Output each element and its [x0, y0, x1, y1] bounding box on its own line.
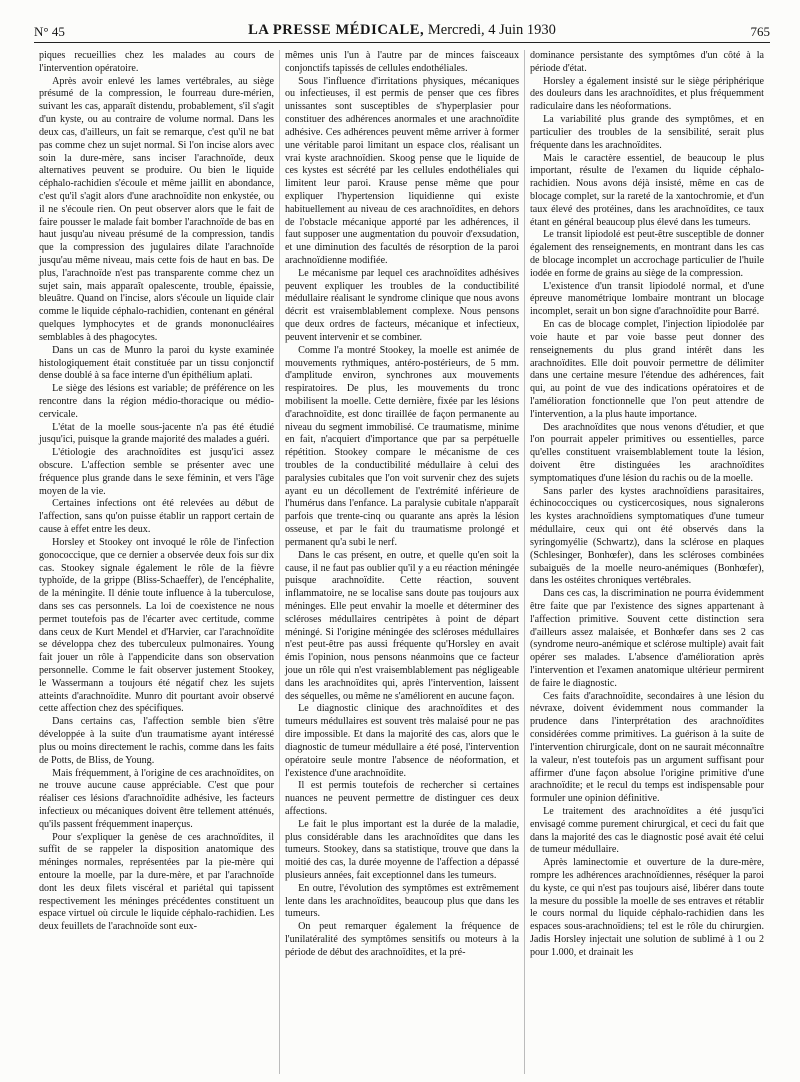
- paragraph: Après laminectomie et ouverture de la dure-mère, rompre les adhérences arachnoïdiennes, réséquer la paroi du kyste, ce qui n'est pas toujours aisé, libérer dans toute la mesure du possible la moelle de ses entraves et rétablir le cours normal du liquide céphalo-rachidien dans les espaces sous-arachnoïdiens; tel est le rôle du chirurgien. Jadis Horsley injectait une solution de sublimé à 1 ou 2 pour 1.000, et drainait les: [530, 857, 764, 958]
- article-body: [34, 50, 770, 1074]
- paragraph: Le diagnostic clinique des arachnoïdites et des tumeurs médullaires est souvent très malaisé pour ne pas dire impossible. Et dans la majorité des cas, alors que le diagnostic de tumeur médullaire a été posé, l'intervention opératoire seule montre l'absence de néoformation, et l'existence d'une arachnoïdite.: [285, 703, 519, 779]
- paragraph: piques recueillies chez les malades au cours de l'intervention opératoire.: [39, 50, 274, 74]
- paragraph: Le transit lipiodolé est peut-être susceptible de donner également des renseignements, en montrant dans les cas de blocage incomplet un accrochage particulier de l'huile iodée en forme de grains au siège de la compression.: [530, 229, 764, 279]
- left-page-number: N° 45: [34, 24, 65, 39]
- paragraph: dominance persistante des symptômes d'un côté à la période d'état.: [530, 50, 764, 74]
- page-header: [34, 20, 770, 43]
- text-column-2: [279, 50, 524, 1074]
- paragraph: Dans ces cas, la discrimination ne pourra évidemment être faite que par l'existence des signes appartenant à l'affection primitive. Souvent cette distinction sera d'ailleurs assez malaisée, et Bonhœfer dans ses 2 cas (syndrome neuro-anémique et sclérose multiple) avait fait opérer ses malades. L'absence d'amélioration après l'intervention et l'examen anatomique ultérieur permirent de faire le diagnostic.: [530, 588, 764, 689]
- paragraph: Ces faits d'arachnoïdite, secondaires à une lésion du névraxe, doivent évidemment nous commander la prudence dans l'interprétation des arachnoïdites considérées comme primitives. La guérison à la suite de l'intervention chirurgicale, dont on ne saurait méconnaître la valeur, n'est toutefois pas un argument suffisant pour affirmer d'une façon absolue l'origine primitive d'une arachnoïdite; et le recul du temps est indispensable pour formuler une opinion définitive.: [530, 690, 764, 805]
- paragraph: Le siège des lésions est variable; de préférence on les rencontre dans la région médio-thoracique ou médio-cervicale.: [39, 383, 274, 420]
- paragraph: Des arachnoïdites que nous venons d'étudier, et que l'on pourrait appeler primitives ou essentielles, parce qu'elles constituent vraisemblablement toute la lésion, doivent être distinguées les arachnoïdites symptomatiques d'une lésion du rachis ou de la moelle.: [530, 421, 764, 484]
- paragraph: Le fait le plus important est la durée de la maladie, plus considérable dans les arachnoïdites que dans les tumeurs. Stookey, dans sa statistique, trouve que dans la moitié des cas, la durée moyenne de l'affection a dépassé plusieurs années, fait exceptionnel dans les tumeurs.: [285, 818, 519, 881]
- issue-date: Mercredi, 4 Juin 1930: [427, 22, 556, 38]
- paragraph: Dans le cas présent, en outre, et quelle qu'en soit la cause, il ne faut pas oublier qu'il y a eu réaction méningée puisque arachnoïdite. Cette réaction, souvent inflammatoire, ne se localise sans doute pas toujours aux méninges. Elle peut envahir la moelle et déterminer des scléroses médullaires centripètes à point de départ méningé. Si l'origine méningée des scléroses médullaires n'est peut-être pas aussi fréquente qu'Horsley en avait émis l'opinion, nous pensons néanmoins que ce facteur joue un rôle qui n'est vraisemblablement pas négligeable dans les arachnoïdites qui, après l'intervention, laissent des séquelles, ou même ne s'améliorent en aucune façon.: [285, 549, 519, 702]
- text-column-1: [34, 50, 279, 1074]
- paragraph: Le mécanisme par lequel ces arachnoïdites adhésives peuvent expliquer les troubles de la conductibilité médullaire réalisant le syndrome clinique que nous avons décrit est vraisemblablement complexe. Nous pensons que deux ordres de facteurs, mécanique et infectieux, peuvent intervenir et se combiner.: [285, 267, 519, 343]
- paragraph: Comme l'a montré Stookey, la moelle est animée de mouvements rythmiques, antéro-postérieurs, de 5 mm. d'amplitude environ, synchrones aux mouvements respiratoires. De plus, les mouvements du tronc mobilisent la moelle. Cette dernière, fixée par les lésions d'arachnoïdite, est donc tiraillée de façon permanente au niveau du segment immobilisé. Ce traumatisme, minime en fait, n'acquiert d'importance que par sa perpétuelle répétition. Stookey compare le mécanisme de ces troubles de la conductibilité médullaire à celui des paralysies cubitales que l'on voit survenir chez des sujets ayant eu un décollement de l'extrémité inférieure de l'humérus dans l'enfance. La paralysie cubitale n'apparaît parfois que trente-cinq ou quarante ans après la lésion osseuse, et par le fait du traumatisme prolongé et permanent qu'a subi le nerf.: [285, 344, 519, 548]
- paragraph: mêmes unis l'un à l'autre par de minces faisceaux conjonctifs tapissés de cellules endothéliales.: [285, 50, 519, 74]
- paragraph: L'existence d'un transit lipiodolé normal, et d'une épreuve manométrique lombaire montrant un blocage incomplet, serait un bon signe d'arachnoïdite pour Barré.: [530, 280, 764, 318]
- paragraph: Il est permis toutefois de rechercher si certaines nuances ne peuvent permettre de distinguer ces deux affections.: [285, 780, 519, 817]
- paragraph: Horsley a également insisté sur le siège périphérique des douleurs dans les arachnoïdites, et plus fréquemment radiculaire dans les néoformations.: [530, 75, 764, 113]
- paragraph: Pour s'expliquer la genèse de ces arachnoïdites, il suffit de se rappeler la disposition anatomique des méninges normales, représentées par la pie-mère qui entoure la moelle, par la dure-mère, et par l'arachnoïde dont les deux filets viscéral et pariétal qui tapissent respectivement les méninges précédentes constituent un espace virtuel où circule le liquide céphalo-rachidien. Les deux feuillets de l'arachnoïde sont eux-: [39, 831, 274, 933]
- masthead: [34, 22, 770, 39]
- text-column-3: [524, 50, 769, 1074]
- paragraph: Sous l'influence d'irritations physiques, mécaniques ou infectieuses, il est permis de penser que ces fibres unissantes sont susceptibles de s'hyperplasier pour constituer des adhérences anormales et une arachnoïdite adhésive. Ces adhérences peuvent même arriver à former une véritable paroi limitant un espace clos, réalisant un vrai kyste arachnoïdien. Skoog pense que le liquide de ces kystes est sécrété par les cellules endothéliales qui limitent leur paroi. Krause pense même que pour expliquer l'hypertension liquidienne qui existe habituellement au niveau de ces arachnoïdites, en dehors de l'obstacle mécanique apporté par les adhérences, il faut supposer une augmentation du pouvoir d'exsudation, et une diminution des facultés de résorption de la paroi arachnoïdienne modifiée.: [285, 75, 519, 266]
- paragraph: Sans parler des kystes arachnoïdiens parasitaires, échinococciques ou cysticercosiques, nous signalerons les kystes arachnoïdiens symptomatiques d'une tumeur médullaire, ceux qui ont été observés dans la syringomyélie (Schwartz), dans la sclérose en plaques (Schlesinger, Bonhœfer), dans les scléroses combinées subaiguës de la moelle neuro-anémiques (Bonhœfer), dans les ostéites chroniques vertébrales.: [530, 485, 764, 587]
- paragraph: Le traitement des arachnoïdites a été jusqu'ici envisagé comme purement chirurgical, et ceci du fait que dans la majorité des cas le diagnostic posé avait été celui de tumeur médullaire.: [530, 805, 764, 856]
- paragraph: En outre, l'évolution des symptômes est extrêmement lente dans les arachnoïdites, beaucoup plus que dans les tumeurs.: [285, 882, 519, 920]
- paragraph: L'étiologie des arachnoïdites est jusqu'ici assez obscure. L'affection semble se présenter avec une fréquence plus grande dans le sexe féminin, et vers l'âge moyen de la vie.: [39, 447, 274, 497]
- paragraph: Certaines infections ont été relevées au début de l'affection, sans qu'on puisse établir un rapport certain de cause à effet entre les deux.: [39, 498, 274, 536]
- paragraph: Dans certains cas, l'affection semble bien s'être développée à la suite d'un traumatisme ayant intéressé plus ou moins directement le rachis, comme dans les faits de Potts, de Bliss, de Young.: [39, 716, 274, 766]
- paragraph: Mais le caractère essentiel, de beaucoup le plus important, résulte de l'examen du liquide céphalo-rachidien. Nous avons déjà insisté, même en cas de blocage complet, sur la rareté de la xantochromie, et d'un taux élevé des protéines, dans les arachnoïdites, ce taux étant en général beaucoup plus élevé dans les tumeurs.: [530, 152, 764, 228]
- paragraph: L'état de la moelle sous-jacente n'a pas été étudié jusqu'ici, puisque la grande majorité des malades a guéri.: [39, 421, 274, 446]
- journal-title: LA PRESSE MÉDICALE,: [248, 22, 425, 38]
- paragraph: Horsley et Stookey ont invoqué le rôle de l'infection gonococcique, que ce dernier a observée deux fois sur dix cas. Stookey signale également le rôle de la fièvre typhoïde, de la grippe (Bliss-Schaeffer), de l'encéphalite, de la méningite. Il dénie toute influence à la tuberculose, dans ses cas personnels. La loi de coexistence ne nous permet toutefois pas de l'écarter avec certitude, comme dans ceux de Kurt Mendel et d'Harvier, car l'arachnoïdite se développa chez des tuberculeux pulmonaires. Young fait jouer un rôle à l'appendicite dans son observation personnelle. Comme le fait observer justement Stookey, le Wassermann a toujours été négatif chez les sujets atteints d'arachnoïdite. Munro dit pourtant avoir observé cette affection chez des spécifiques.: [39, 536, 274, 715]
- paragraph: Après avoir enlevé les lames vertébrales, au siège présumé de la compression, le fourreau dure-mérien, suivant les cas, apparaît distendu, probablement, s'il s'agit d'un kyste, ou au contraire de volume normal. Dans les deux cas, d'ailleurs, un fait se remarque, c'est qu'il ne bat pas comme chez un sujet normal. Si l'on incise alors avec soin la dure-mère, sans inciser l'arachnoïde, deux alternatives peuvent se produire. Ou bien le liquide céphalo-rachidien s'écoule et même jaillit en abondance, c'est qu'il s'agit alors d'une arachnoïdite non enkystée, ou il ne s'écoule rien. On peut observer alors que le fait de faire pousser le malade fait bomber l'arachnoïde de bas en haut jusqu'au niveau présumé de la compression, tandis que la compression des jugulaires dilate l'arachnoïde jusqu'au même niveau, mais cette fois de haut en bas. De plus, l'arachnoïde n'est pas transparente comme chez un sujet sain, mais apparaît opalescente, trouble, épaissie, bleuâtre. Quand on l'incise, alors s'écoule un liquide clair comme le liquide céphalo-rachidien, contenant en général quelques lymphocytes et de grands mononucléaires semblables à des phagocytes.: [39, 75, 274, 343]
- right-page-number: 765: [750, 24, 770, 39]
- paragraph: Mais fréquemment, à l'origine de ces arachnoïdites, on ne trouve aucune cause appréciable. C'est que pour réaliser ces lésions d'arachnoïdite adhésive, les facteurs infectieux ou mécaniques doivent être tellement atténués, qu'ils passent fréquemment inaperçus.: [39, 767, 274, 830]
- paragraph: On peut remarquer également la fréquence de l'unilatéralité des symptômes sensitifs ou moteurs à la période de début des arachnoïdites, et la pré-: [285, 921, 519, 958]
- paragraph: La variabilité plus grande des symptômes, et en particulier des troubles de la sensibilité, serait plus fréquente dans les arachnoïdites.: [530, 114, 764, 151]
- paragraph: En cas de blocage complet, l'injection lipiodolée par voie haute et par voie basse peut donner des renseignements du plus grand intérêt dans les arachnoïdites. Elle doit pouvoir permettre de délimiter dans une certaine mesure l'étendue des adhérences, fait qui, au point de vue des indications opératoires et de l'amélioration fonctionnelle que l'on peut attendre de l'intervention, a la plus haute importance.: [530, 319, 764, 420]
- paragraph: Dans un cas de Munro la paroi du kyste examinée histologiquement était constituée par un tissu conjonctif dense doublé à sa face interne d'un épithélium aplati.: [39, 344, 274, 382]
